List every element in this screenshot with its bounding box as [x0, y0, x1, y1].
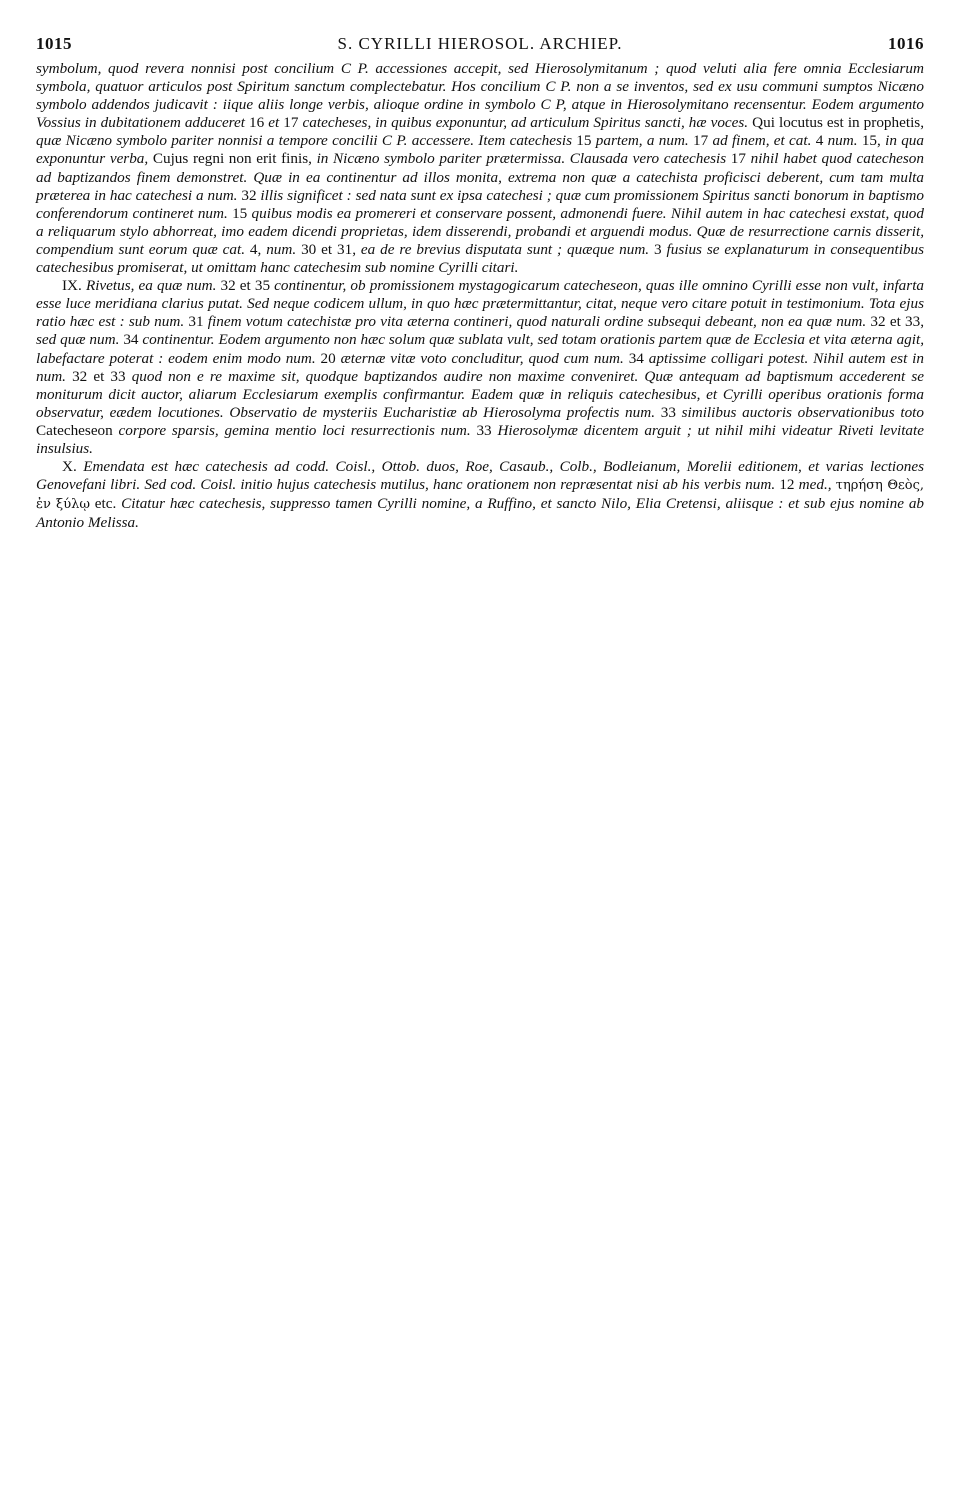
paragraph-section-ix — [36, 277, 924, 458]
italic-text-run: symbolum, quod revera nonnisi post concilium C P. accessiones accepit, sed Hierosolymitanum ; quod veluti alia fere omnia Ecclesiarum symbola, quatuor articulos post Spiritum sanctum complectebatur. Hos concilium C P. non a se inventos, sed ex usu communi sumptos Nicæno symbolo addendos judicavit : iique aliis longe verbis, alioque ordine in symbolo C P, atque in Hierosolymitano recensentur. Eodem argumento Vossius in dubitationem adduceret — [36, 60, 924, 132]
roman-text-run: 15, — [861, 132, 881, 150]
italic-text-run: et — [264, 114, 284, 132]
roman-text-run: 12 — [779, 476, 795, 494]
italic-text-run: finem votum catechistæ pro vita æterna contineri, quod naturali ordine subsequi debeant, non ea quæ num. — [203, 313, 871, 331]
italic-text-run: Hierosolymæ dicentem arguit ; ut nihil mihi videatur Riveti levitate insulsius. — [36, 421, 924, 457]
roman-text-run: 32 et 35 — [220, 277, 271, 295]
greek-text-run: τηρήση Θεὸς, ἐν ξύλῳ — [36, 478, 924, 513]
roman-text-run: etc. — [89, 495, 122, 513]
roman-text-run: 15 — [232, 204, 248, 222]
roman-text-run: 31 — [188, 313, 204, 331]
italic-text-run: in qua exponuntur verba, — [36, 132, 924, 168]
italic-text-run: med., — [794, 476, 836, 494]
italic-text-run: Rivetus, ea quæ num. — [85, 277, 221, 295]
roman-text-run: 16 — [249, 114, 265, 132]
page-number-left: 1015 — [36, 34, 72, 53]
roman-text-run: 33 — [660, 403, 676, 421]
roman-text-run: 17 — [730, 150, 746, 168]
roman-text-run: Cujus regni non erit finis, — [152, 150, 312, 168]
italic-text-run: quod non e re maxime sit, quodque baptizandos audire non maxime conveniret. Quæ antequam ad baptismum accederent se moniturum dicit auctor, aliarum Ecclesiarum exemplis confirmantur. Eadem quæ in reliquis catechesibus, et Cyrilli operibus orationis forma observatur, eædem locutiones. Observatio de mysteriis Eucharistiæ ab Hierosolyma profectis num. — [36, 367, 924, 421]
italic-text-run: æternæ vitæ voto concluditur, quod cum num. — [335, 349, 629, 367]
italic-text-run: Citatur hæc catechesis, suppresso tamen Cyrilli nomine, a Ruffino, et sancto Nilo, Elia Cretensi, aliisque : et sub ejus nomine ab Antonio Melissa. — [36, 495, 925, 532]
italic-text-run: nihil habet quod catecheson ad baptizandos finem demonstret. Quæ in ea continentur ad illos monita, extrema non quæ a catechista proficisci deberent, cum tam multa præterea in hac catechesi a num. — [36, 150, 924, 204]
roman-text-run: 17 — [693, 132, 709, 150]
roman-text-run: 30 et 31, — [301, 240, 356, 258]
roman-text-run: X. — [62, 458, 84, 476]
italic-text-run: quæ Nicæno symbolo pariter nonnisi a tempore concilii C P. accessere. Item catechesis — [36, 132, 577, 150]
italic-text-run: illis significet : sed nata sunt ex ipsa catechesi ; quæ cum promissionem Spiritus sancti bonorum in baptismo conferendorum contineret num. — [36, 186, 924, 222]
italic-text-run: ea de re brevius disputata sunt ; quæque num. — [356, 240, 655, 258]
italic-text-run: ad finem, et cat. — [708, 132, 816, 150]
roman-text-run: 15 — [576, 132, 592, 150]
roman-text-run: 32 — [241, 186, 257, 204]
roman-text-run: Qui locutus est in prophetis, — [752, 114, 924, 132]
italic-text-run: continentur. Eodem argumento non hæc solum quæ sublata vult, sed totam orationis partem quæ de Ecclesia et vita æterna agit, labefactare poterat : eodem enim modo num. — [36, 331, 924, 367]
running-header — [36, 34, 924, 54]
italic-text-run: similibus auctoris observationibus toto — [675, 403, 924, 421]
italic-text-run: corpore sparsis, gemina mentio loci resurrectionis num. — [112, 421, 477, 439]
paragraph-section-x — [36, 458, 924, 532]
italic-text-run: aptissime colligari potest. Nihil autem est in num. — [36, 349, 924, 385]
roman-text-run: 17 — [283, 114, 299, 132]
main-text — [36, 60, 924, 532]
italic-text-run: sed quæ num. — [36, 331, 124, 349]
roman-text-run: 3 — [654, 240, 662, 258]
roman-text-run: 34 — [628, 349, 644, 367]
page-number-right: 1016 — [888, 34, 924, 53]
running-title: S. CYRILLI HIEROSOL. ARCHIEP. — [337, 34, 623, 53]
roman-text-run: Catecheseon — [36, 421, 113, 439]
roman-text-run: 34 — [123, 331, 139, 349]
italic-text-run: num. — [823, 132, 862, 150]
roman-text-run: 4, — [249, 240, 262, 258]
roman-text-run: 32 et 33 — [72, 367, 126, 385]
paragraph-continuation — [36, 60, 924, 277]
italic-text-run: num. — [261, 240, 302, 258]
document-page — [36, 34, 924, 532]
italic-text-run: catecheses, in quibus exponuntur, ad articulum Spiritus sancti, hæ voces. — [298, 114, 753, 132]
italic-text-run: continentur, ob promissionem mystagogicarum catecheseon, quas ille omnino Cyrilli esse non vult, infarta esse luce meridiana clarius putat. Sed neque codicem ullum, in quo hæc prætermittantur, citat, neque vero citare potuit in testimonium. Tota ejus ratio hæc est : sub num. — [36, 277, 925, 331]
italic-text-run: Emendata est hæc catechesis ad codd. Coisl., Ottob. duos, Roe, Casaub., Colb., Bodleianum, Morelii editionem, et varias lectiones Genovefani libri. Sed cod. Coisl. initio hujus catechesis mutilus, hanc orationem non repræsentat nisi ab his verbis num. — [36, 458, 924, 494]
italic-text-run: in Nicæno symbolo pariter prætermissa. Clausada vero catechesis — [311, 150, 731, 168]
roman-text-run: IX. — [62, 277, 86, 295]
roman-text-run: 33 — [476, 421, 492, 439]
roman-text-run: 20 — [320, 349, 336, 367]
italic-text-run: fusius se explanaturum in consequentibus catechesibus promiserat, ut omittam hanc catechesim sub nomine Cyrilli citari. — [36, 240, 925, 277]
roman-text-run: 32 et 33, — [870, 313, 924, 331]
italic-text-run: partem, a num. — [591, 132, 693, 150]
italic-text-run: quibus modis ea promereri et conservare possent, admonendi fuere. Nihil autem in hac catechesi exstat, quod a reliquarum stylo abhorreat, imo eadem dicendi proprietas, idem disserendi, probandi et arguendi modus. Quæ de resurrectione carnis disserit, compendium sunt eorum quæ cat. — [36, 204, 924, 258]
roman-text-run: 4 — [815, 132, 824, 150]
